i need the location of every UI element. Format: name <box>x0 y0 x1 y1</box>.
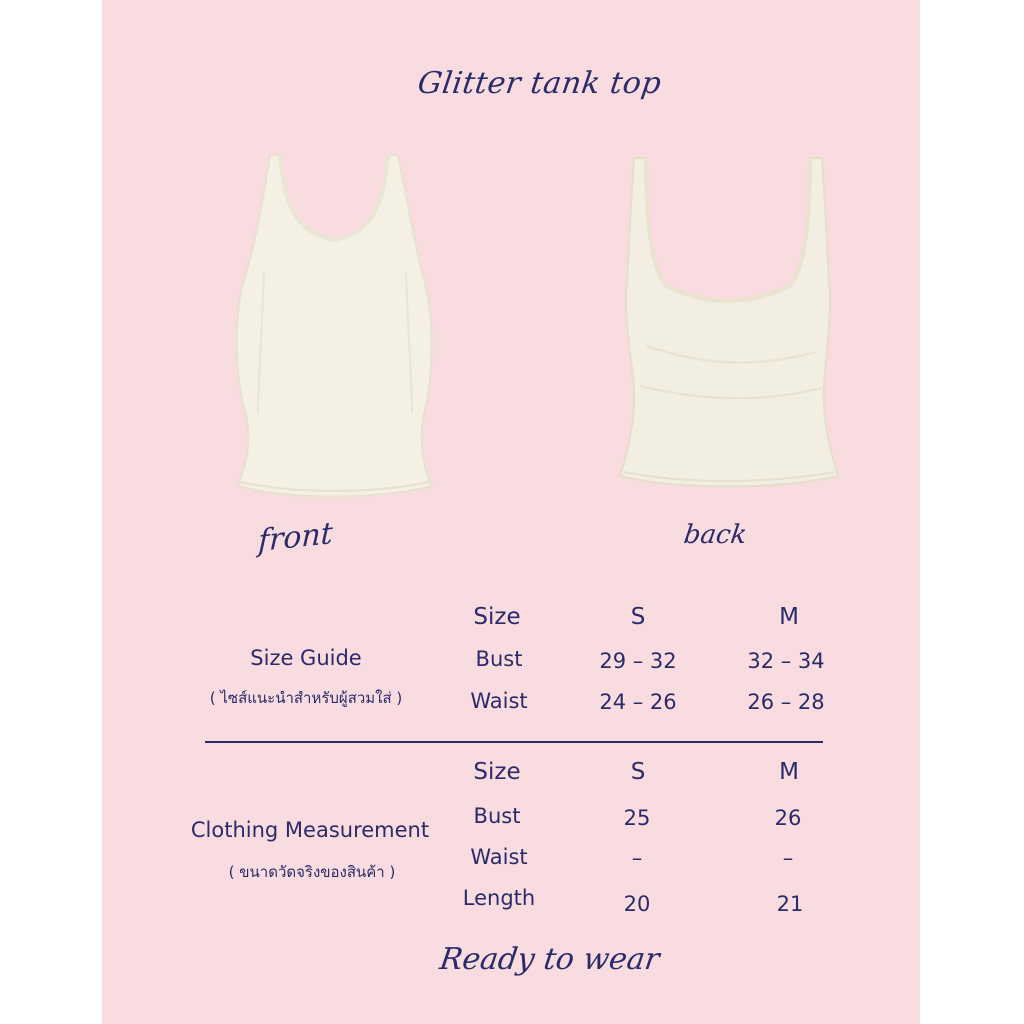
product-card <box>102 0 920 1024</box>
size-guide-cell: 32 – 34 <box>747 649 825 673</box>
front-view-label: front <box>257 515 334 560</box>
measurement-row-label: Waist <box>470 845 528 869</box>
measurement-header-s: S <box>630 759 646 785</box>
size-guide-cell: 26 – 28 <box>747 690 825 714</box>
clothing-measurement-subtitle: ( ขนาดวัดจริงของสินค้า ) <box>228 863 396 881</box>
measurement-header-m: M <box>779 759 799 785</box>
clothing-measurement-title: Clothing Measurement <box>190 818 430 842</box>
measurement-header-size: Size <box>473 759 521 785</box>
measurement-cell: – <box>782 846 794 870</box>
back-view-label: back <box>681 520 749 550</box>
size-guide-title: Size Guide <box>250 646 362 670</box>
product-title: Glitter tank top <box>415 66 664 101</box>
measurement-cell: 21 <box>776 892 804 916</box>
measurement-row-label: Bust <box>473 804 521 828</box>
size-guide-header-s: S <box>630 604 646 630</box>
tank-top-back-image <box>616 156 840 488</box>
size-guide-subtitle: ( ไซส์แนะนำสำหรับผู้สวมใส่ ) <box>209 689 403 707</box>
tank-top-front-image <box>228 152 440 497</box>
measurement-cell: 26 <box>774 806 802 830</box>
section-divider <box>205 741 823 743</box>
measurement-cell: 20 <box>623 892 651 916</box>
size-guide-cell: 24 – 26 <box>599 690 677 714</box>
size-guide-header-m: M <box>779 604 799 630</box>
measurement-cell: 25 <box>623 806 651 830</box>
size-guide-row-label: Bust <box>475 647 523 671</box>
size-guide-header-size: Size <box>473 604 521 630</box>
size-guide-cell: 29 – 32 <box>599 649 677 673</box>
footer-tagline: Ready to wear <box>437 942 662 977</box>
measurement-row-label: Length <box>462 886 536 910</box>
measurement-cell: – <box>631 846 643 870</box>
size-guide-row-label: Waist <box>470 689 528 713</box>
